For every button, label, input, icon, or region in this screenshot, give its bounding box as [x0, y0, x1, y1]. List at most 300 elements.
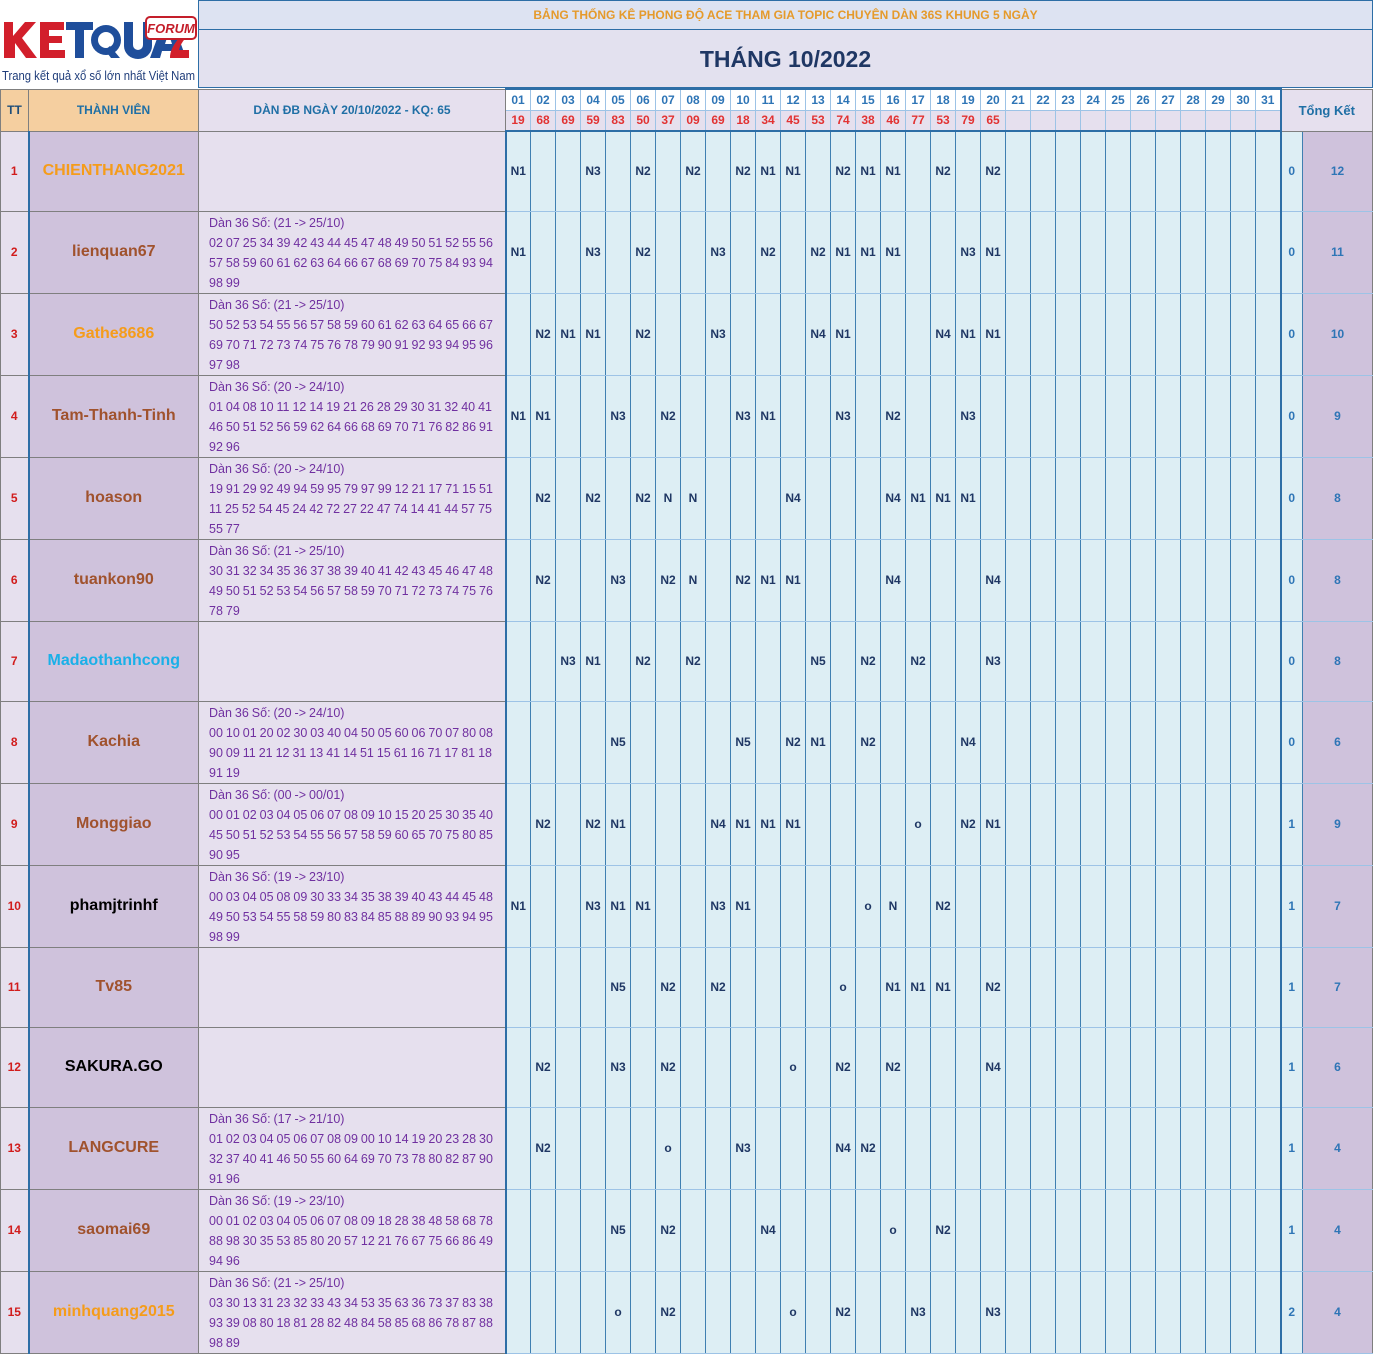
day-cell [1156, 865, 1181, 947]
day-cell [1231, 701, 1256, 783]
dan-line: 55 77 [209, 521, 240, 536]
day-cell [1031, 375, 1056, 457]
day-cell [956, 1271, 981, 1353]
day-cell [1256, 375, 1281, 457]
dan-line: 98 99 [209, 929, 240, 944]
row-number: 1 [1, 131, 29, 211]
result-value [1181, 110, 1206, 131]
dan-line: 01 02 03 04 05 06 07 08 09 00 10 14 19 20 23 28 30 [209, 1131, 493, 1146]
day-cell [731, 1271, 756, 1353]
total-score: 6 [1303, 1027, 1373, 1107]
dan-line: 11 25 52 54 45 24 42 72 27 22 47 74 14 41 44 57 75 [209, 501, 493, 516]
member-name[interactable]: Gathe8686 [29, 293, 199, 375]
day-cell: N1 [756, 375, 781, 457]
day-cell [606, 131, 631, 211]
day-cell [506, 1189, 531, 1271]
row-number: 15 [1, 1271, 29, 1353]
result-value: 59 [581, 110, 606, 131]
miss-count: 1 [1281, 1027, 1303, 1107]
day-header: 21 [1006, 89, 1031, 110]
day-cell: N [656, 457, 681, 539]
member-name[interactable]: Tv85 [29, 947, 199, 1027]
day-cell [1131, 539, 1156, 621]
day-cell: N5 [606, 1189, 631, 1271]
day-cell: N1 [881, 947, 906, 1027]
result-value: 09 [681, 110, 706, 131]
day-cell: N4 [981, 1027, 1006, 1107]
member-row [1, 947, 1373, 1027]
day-cell [1156, 457, 1181, 539]
day-cell: N1 [931, 947, 956, 1027]
logo-tagline: Trang kết quả xổ số lớn nhất Việt Nam [2, 69, 195, 83]
day-cell: N2 [931, 131, 956, 211]
member-name[interactable]: lienquan67 [29, 211, 199, 293]
day-cell [1231, 1271, 1256, 1353]
day-header: 07 [656, 89, 681, 110]
day-cell [1006, 539, 1031, 621]
month-title: THÁNG 10/2022 [198, 30, 1373, 88]
day-cell [1256, 783, 1281, 865]
day-cell [731, 211, 756, 293]
day-cell [1256, 131, 1281, 211]
day-cell: N2 [731, 539, 756, 621]
day-header: 25 [1106, 89, 1131, 110]
day-cell [1006, 701, 1031, 783]
day-header: 30 [1231, 89, 1256, 110]
row-number: 7 [1, 621, 29, 701]
dan-line: 00 03 04 05 08 09 30 33 34 35 38 39 40 43 44 45 48 [209, 889, 493, 904]
day-cell [556, 1027, 581, 1107]
member-name[interactable]: CHIENTHANG2021 [29, 131, 199, 211]
day-cell [981, 1189, 1006, 1271]
day-cell [906, 701, 931, 783]
day-cell: N2 [531, 1107, 556, 1189]
day-cell [981, 1107, 1006, 1189]
day-cell [931, 1107, 956, 1189]
day-cell [1106, 131, 1131, 211]
result-value [1006, 110, 1031, 131]
day-cell [506, 293, 531, 375]
day-cell [1231, 783, 1256, 865]
day-cell [856, 457, 881, 539]
day-cell [1081, 865, 1106, 947]
report-title: BẢNG THỐNG KÊ PHONG ĐỘ ACE THAM GIA TOPIC CHUYÊN DÀN 36S KHUNG 5 NGÀY [198, 0, 1373, 30]
day-cell: N2 [631, 621, 656, 701]
day-cell [1106, 1271, 1131, 1353]
dan-line: 90 09 11 21 12 31 13 41 14 51 15 61 16 71 17 81 18 [209, 745, 493, 760]
day-cell [806, 1027, 831, 1107]
day-cell: N3 [906, 1271, 931, 1353]
day-cell [531, 211, 556, 293]
dan-line: 50 52 53 54 55 56 57 58 59 60 61 62 63 64 65 66 67 [209, 317, 493, 332]
miss-count: 1 [1281, 1107, 1303, 1189]
result-value: 77 [906, 110, 931, 131]
day-cell [1181, 621, 1206, 701]
day-cell [531, 621, 556, 701]
dan-line: Dàn 36 Số: (21 -> 25/10) [209, 215, 345, 230]
result-value: 46 [881, 110, 906, 131]
member-row [1, 457, 1373, 539]
member-row [1, 131, 1373, 211]
day-cell: N4 [881, 539, 906, 621]
dan-numbers [199, 293, 506, 375]
day-cell [556, 131, 581, 211]
day-cell [906, 1027, 931, 1107]
day-cell [806, 539, 831, 621]
day-cell [531, 1271, 556, 1353]
day-cell [506, 783, 531, 865]
day-cell [531, 947, 556, 1027]
day-cell [1006, 1271, 1031, 1353]
day-cell [1106, 947, 1131, 1027]
day-cell [681, 1189, 706, 1271]
day-cell [781, 621, 806, 701]
day-cell: N3 [581, 865, 606, 947]
day-cell [1256, 1189, 1281, 1271]
day-cell: N5 [806, 621, 831, 701]
day-cell [1206, 621, 1231, 701]
day-cell [956, 1189, 981, 1271]
day-header: 13 [806, 89, 831, 110]
day-cell: N1 [581, 621, 606, 701]
dan-line: 93 39 08 80 18 81 28 82 48 84 58 85 68 86 78 87 88 [209, 1315, 493, 1330]
day-header: 09 [706, 89, 731, 110]
day-cell [1006, 1189, 1031, 1271]
day-cell [1031, 783, 1056, 865]
day-cell: N1 [506, 211, 531, 293]
day-cell [1081, 131, 1106, 211]
day-cell [956, 131, 981, 211]
day-cell: N3 [956, 211, 981, 293]
dan-numbers [199, 131, 506, 211]
day-cell: N3 [606, 1027, 631, 1107]
day-cell [956, 1027, 981, 1107]
day-cell [556, 539, 581, 621]
dan-line: 00 01 02 03 04 05 06 07 08 09 18 28 38 48 58 68 78 [209, 1213, 493, 1228]
dan-line: 45 50 51 52 53 54 55 56 57 58 59 60 65 70 75 80 85 [209, 827, 493, 842]
member-name[interactable]: Madaothanhcong [29, 621, 199, 701]
day-cell [1206, 701, 1231, 783]
result-value: 19 [506, 110, 531, 131]
day-header: 01 [506, 89, 531, 110]
day-cell [1181, 293, 1206, 375]
day-cell [856, 375, 881, 457]
day-cell [1056, 293, 1081, 375]
day-cell [1156, 1189, 1181, 1271]
total-score: 7 [1303, 865, 1373, 947]
dan-line: Dàn 36 Số: (19 -> 23/10) [209, 869, 345, 884]
day-cell [1131, 1271, 1156, 1353]
day-cell [556, 1189, 581, 1271]
result-value [1031, 110, 1056, 131]
day-header: 22 [1031, 89, 1056, 110]
dan-line: Dàn 36 Số: (19 -> 23/10) [209, 1193, 345, 1208]
day-cell: N1 [806, 701, 831, 783]
day-cell [1231, 1027, 1256, 1107]
day-cell [781, 211, 806, 293]
day-cell [756, 947, 781, 1027]
day-cell [956, 947, 981, 1027]
day-cell: N [681, 457, 706, 539]
member-name[interactable]: saomai69 [29, 1189, 199, 1271]
day-cell [956, 865, 981, 947]
miss-count: 1 [1281, 865, 1303, 947]
day-cell [806, 947, 831, 1027]
column-header-total: Tổng Kết [1281, 89, 1373, 131]
day-cell [1031, 1027, 1056, 1107]
day-cell: N3 [956, 375, 981, 457]
dan-line: 32 37 40 41 46 50 55 60 64 69 70 73 78 80 82 87 90 [209, 1151, 493, 1166]
day-cell [881, 293, 906, 375]
member-row [1, 701, 1373, 783]
day-cell [1206, 211, 1231, 293]
member-name[interactable]: LANGCURE [29, 1107, 199, 1189]
day-cell [1231, 1189, 1256, 1271]
member-name[interactable]: hoason [29, 457, 199, 539]
day-cell: N5 [731, 701, 756, 783]
day-cell [856, 1189, 881, 1271]
day-cell [1256, 1271, 1281, 1353]
day-cell: N2 [881, 375, 906, 457]
member-name[interactable]: tuankon90 [29, 539, 199, 621]
row-number: 10 [1, 865, 29, 947]
day-cell [1056, 375, 1081, 457]
member-name[interactable]: minhquang2015 [29, 1271, 199, 1353]
day-cell [906, 539, 931, 621]
result-value: 18 [731, 110, 756, 131]
day-cell [581, 1271, 606, 1353]
day-cell [581, 701, 606, 783]
forum-badge [146, 17, 196, 39]
day-cell: N1 [506, 865, 531, 947]
day-cell: N2 [806, 211, 831, 293]
day-cell: N1 [856, 131, 881, 211]
day-cell: N2 [706, 947, 731, 1027]
day-cell: N2 [931, 865, 956, 947]
day-cell [1206, 1189, 1231, 1271]
dan-line: 88 98 30 35 53 85 80 20 57 12 21 76 67 75 66 86 49 [209, 1233, 493, 1248]
dan-numbers [199, 457, 506, 539]
day-cell: N1 [956, 457, 981, 539]
day-cell [1031, 1271, 1056, 1353]
dan-numbers [199, 783, 506, 865]
day-cell [506, 1271, 531, 1353]
dan-line: Dàn 36 Số: (20 -> 24/10) [209, 461, 345, 476]
member-name[interactable]: Tam-Thanh-Tinh [29, 375, 199, 457]
day-cell: N4 [981, 539, 1006, 621]
total-score: 4 [1303, 1107, 1373, 1189]
day-cell: N3 [981, 1271, 1006, 1353]
miss-count: 0 [1281, 539, 1303, 621]
day-cell [906, 131, 931, 211]
day-cell [631, 1027, 656, 1107]
member-name[interactable]: Kachia [29, 701, 199, 783]
day-cell [656, 293, 681, 375]
member-row [1, 1107, 1373, 1189]
day-header: 17 [906, 89, 931, 110]
day-cell [881, 1107, 906, 1189]
dan-line: 49 50 53 54 55 58 59 80 83 84 85 88 89 90 93 94 95 [209, 909, 493, 924]
member-name[interactable]: Monggiao [29, 783, 199, 865]
day-cell [1081, 1107, 1106, 1189]
day-cell: N2 [831, 131, 856, 211]
day-cell: N5 [606, 947, 631, 1027]
day-cell [706, 1027, 731, 1107]
day-cell [1156, 131, 1181, 211]
day-cell: N3 [606, 539, 631, 621]
day-cell [1206, 375, 1231, 457]
day-cell [1031, 1107, 1056, 1189]
dan-line: 01 04 08 10 11 12 14 19 21 26 28 29 30 31 32 40 41 [209, 399, 493, 414]
day-cell [706, 1107, 731, 1189]
day-cell [706, 131, 731, 211]
day-cell [1056, 211, 1081, 293]
day-cell [1156, 1027, 1181, 1107]
day-header: 23 [1056, 89, 1081, 110]
day-cell: N1 [781, 539, 806, 621]
day-cell [806, 457, 831, 539]
day-cell [1256, 539, 1281, 621]
day-cell [1231, 865, 1256, 947]
day-cell [581, 947, 606, 1027]
day-cell: N4 [881, 457, 906, 539]
day-cell [906, 1189, 931, 1271]
day-cell [781, 865, 806, 947]
day-header: 31 [1256, 89, 1281, 110]
member-name[interactable]: SAKURA.GO [29, 1027, 199, 1107]
day-cell: N2 [581, 457, 606, 539]
day-cell [1181, 865, 1206, 947]
day-cell: N3 [731, 1107, 756, 1189]
day-cell: N1 [556, 293, 581, 375]
day-cell: N3 [556, 621, 581, 701]
day-cell [981, 865, 1006, 947]
day-cell [506, 947, 531, 1027]
row-number: 14 [1, 1189, 29, 1271]
day-cell [906, 1107, 931, 1189]
day-cell [531, 865, 556, 947]
day-cell: N1 [981, 211, 1006, 293]
day-cell [831, 1189, 856, 1271]
day-cell: o [831, 947, 856, 1027]
miss-count: 0 [1281, 375, 1303, 457]
result-value: 74 [831, 110, 856, 131]
day-cell: N3 [706, 293, 731, 375]
day-cell [1206, 1027, 1231, 1107]
day-cell [1181, 457, 1206, 539]
day-cell: N2 [531, 783, 556, 865]
result-value: 34 [756, 110, 781, 131]
day-cell [1056, 621, 1081, 701]
member-row [1, 1271, 1373, 1353]
ketqua2-logo[interactable] [0, 0, 198, 88]
day-cell [956, 539, 981, 621]
day-cell: N1 [756, 783, 781, 865]
result-value: 69 [556, 110, 581, 131]
day-cell: N4 [781, 457, 806, 539]
day-cell [656, 783, 681, 865]
day-cell: N2 [981, 131, 1006, 211]
day-cell [706, 1189, 731, 1271]
day-cell [831, 457, 856, 539]
day-cell [1131, 211, 1156, 293]
day-cell [1106, 1027, 1131, 1107]
day-cell [681, 211, 706, 293]
day-cell [1156, 783, 1181, 865]
day-cell: o [781, 1271, 806, 1353]
day-header: 20 [981, 89, 1006, 110]
day-cell [1006, 1107, 1031, 1189]
day-cell: N2 [531, 293, 556, 375]
dan-line: Dàn 36 Số: (21 -> 25/10) [209, 1275, 345, 1290]
day-cell [631, 1107, 656, 1189]
member-name[interactable]: phamjtrinhf [29, 865, 199, 947]
day-cell [506, 701, 531, 783]
result-value: 50 [631, 110, 656, 131]
svg-text:FORUM: FORUM [147, 21, 195, 36]
day-cell [506, 1107, 531, 1189]
result-value: 83 [606, 110, 631, 131]
dan-numbers [199, 539, 506, 621]
day-header: 19 [956, 89, 981, 110]
day-cell [731, 621, 756, 701]
day-cell [856, 1027, 881, 1107]
dan-line: Dàn 36 Số: (21 -> 25/10) [209, 543, 345, 558]
day-cell [856, 293, 881, 375]
day-cell [781, 1189, 806, 1271]
dan-line: 97 98 [209, 357, 240, 372]
day-cell [1106, 539, 1131, 621]
dan-line: 90 95 [209, 847, 240, 862]
result-value [1206, 110, 1231, 131]
day-cell: N1 [731, 865, 756, 947]
day-cell [1256, 211, 1281, 293]
dan-line: 00 10 01 20 02 30 03 40 04 50 05 60 06 70 07 80 08 [209, 725, 493, 740]
day-cell: N3 [581, 211, 606, 293]
dan-numbers [199, 621, 506, 701]
day-cell [681, 293, 706, 375]
day-cell [931, 701, 956, 783]
day-cell [806, 1271, 831, 1353]
day-cell [731, 457, 756, 539]
day-cell [981, 457, 1006, 539]
dan-line: 91 96 [209, 1171, 240, 1186]
day-cell: N2 [756, 211, 781, 293]
day-header: 08 [681, 89, 706, 110]
day-cell: N3 [831, 375, 856, 457]
day-cell [581, 1107, 606, 1189]
day-cell [881, 783, 906, 865]
day-header: 27 [1156, 89, 1181, 110]
day-cell [1181, 947, 1206, 1027]
day-cell [581, 375, 606, 457]
result-value: 79 [956, 110, 981, 131]
day-cell: N1 [781, 783, 806, 865]
day-cell [531, 131, 556, 211]
day-cell [606, 293, 631, 375]
day-cell [681, 375, 706, 457]
day-cell [1106, 1189, 1131, 1271]
day-cell [1031, 211, 1056, 293]
day-cell [1131, 293, 1156, 375]
day-cell [931, 1271, 956, 1353]
day-cell [756, 621, 781, 701]
row-number: 9 [1, 783, 29, 865]
day-cell [1231, 539, 1256, 621]
row-number: 12 [1, 1027, 29, 1107]
day-cell [756, 457, 781, 539]
day-header: 29 [1206, 89, 1231, 110]
